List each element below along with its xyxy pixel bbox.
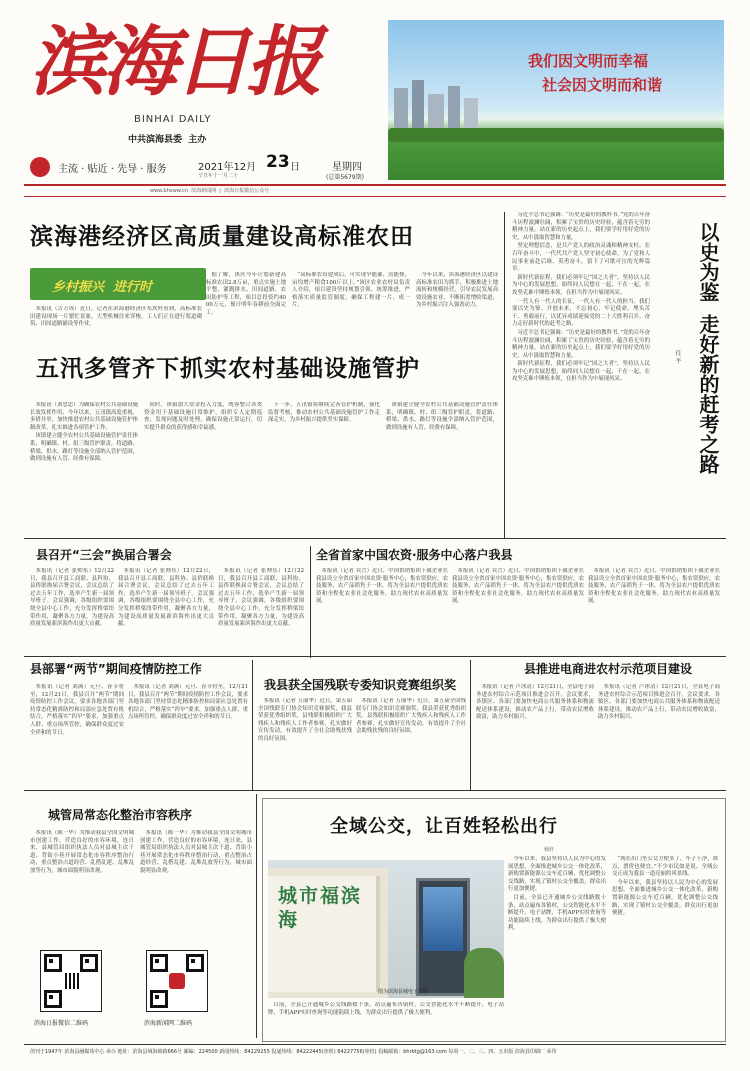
headline-article-1: 滨海港经济区高质量建设高标准农田 <box>30 224 414 250</box>
article-1-col-2 <box>206 272 286 346</box>
news-4-col-2 <box>452 568 584 652</box>
news-6-col-1 <box>258 698 352 788</box>
date-prefix: 2021年12月 <box>198 162 257 173</box>
news-8-para-1: 本报讯（陈一华）为推动我县全国文明城市创建工作，营造良好的市容环境，连日来，县城管局组织执法人员对县城主次干道、背街小巷开展常态化市容秩序整治行动，重点整治占道经营、乱搭乱建、乱堆乱放等行为，城市面貌明显改观。 <box>30 830 134 874</box>
website-line: www.bhxww.cn 滨海新闻网 | 滨海日报微信公众号 <box>150 188 270 194</box>
news-8-para-2: 本报讯（陈一华）为推动我县全国文明城市创建工作，营造良好的市容环境，连日来，县城管局组织执法人员对县城主次干道、背街小巷开展常态化市容秩序整治行动，重点整治占道经营、乱搭乱建、乱堆乱放等行为，城市面貌明显改观。 <box>140 830 252 874</box>
top-rule <box>24 184 726 186</box>
banner-line-2: 社会因文明而和谐 <box>542 76 663 94</box>
section-rule-2 <box>24 656 726 657</box>
banner-line-1: 我们因文明而幸福 <box>528 52 649 70</box>
wechat-qr-code[interactable] <box>40 950 102 1012</box>
news-6-para-2: 本报讯（记者 万丽华）近日，第五届全国残联专门协会知识竞赛颁奖，我县荣获优秀组织奖。县残联积极组织广大残疾人和残疾人工作者参赛，扎实做好宣传发动，有效提升了全社会助残扶残的良好氛围。 <box>356 698 466 735</box>
column-body <box>512 212 650 534</box>
headline-news-5: 县部署“两节”期间疫情防控工作 <box>30 662 202 676</box>
civilization-banner <box>388 20 724 180</box>
masthead-pinyin: BINHAI DAILY <box>134 114 212 125</box>
date-suffix: 日 <box>290 162 300 173</box>
news-3-para-2: 本报讯（记者 张帅东）12月22日，我县召开县工商联、县科协、县侨联换届合署会议，会议总结了过去五年工作，选举产生新一届领导班子。会议强调，各级组织要围绕全县中心工作，充分发挥桥梁纽带作用，凝聚各方力量，为建设高质量发展新滨海作出更大贡献。 <box>118 568 214 628</box>
feature-col-2 <box>612 856 718 1032</box>
date-line <box>198 154 378 180</box>
divider-v-2 <box>252 660 253 790</box>
sponsor: 中共滨海县委 主办 <box>128 135 207 145</box>
news-6-col-2 <box>356 698 466 788</box>
column-para-2: 坚定理想信念，是共产党人的政治灵魂和精神支柱。在百年奋斗中，一代代共产党人坚守初心使命，为了党和人民事业前赴后继、英勇奋斗，留下了可歌可泣的光辉篇章。 <box>512 243 650 273</box>
news-5-para-2: 本报讯（记者 刘满）元旦、春节将至，12月21日，我县召开“两节”期间疫情防控工作会议，要求各地各部门坚持常态化精准防控和局部应急处置有机结合，严格落实“四早”要求，加强重点人群、重点场所管控，确保群众度过安全祥和的节日。 <box>128 684 248 721</box>
photo-sign-text: 城市福滨海 <box>278 885 363 931</box>
headline-feature: 全域公交，让百姓轻松出行 <box>330 816 558 837</box>
news-4-para-2: 本报讯（记者 宾言）近日，中国供销集团下属企业在我县设立全省首家中国农资·服务中心，集农资供应、农技服务、农产品销售于一体，将为全县农户提供优质农资和全程化农业社会化服务，助力现代农业高质量发展。 <box>452 568 584 605</box>
news-4-para-1: 本报讯（记者 宾言）近日，中国供销集团下属企业在我县设立全省首家中国农资·服务中心，集农资供应、农技服务、农产品销售于一体，将为全县农户提供优质农资和全程化农业社会化服务，助力现代农业高质量发展。 <box>316 568 448 605</box>
electronic-stop-board <box>416 878 470 996</box>
news-4-col-1 <box>316 568 448 652</box>
article-2-para-5: 该镇建立健全农村公共基础设施管护责任体系，明确镇、村、组三级管护职责，将道路、桥梁、供水、路灯等设施全部纳入管护范围，做到设施有人管、经费有保障。 <box>386 402 498 431</box>
green-shrub <box>464 948 504 998</box>
news-5-col-2 <box>128 684 248 786</box>
masthead-title: 滨海日报 <box>30 17 318 106</box>
article-2-para-2: 该镇建立健全农村公共基础设施管护责任体系，明确镇、村、组三级管护职责，将道路、桥梁、供水、路灯等设施全部纳入管护范围，做到设施有人管、经费有保障。 <box>30 433 138 463</box>
qr-label-1: 滨海日报微信二维码 <box>34 1020 89 1027</box>
divider-v-3 <box>470 660 471 790</box>
news-8-col-1 <box>30 830 134 944</box>
feature-col-1 <box>508 856 606 1032</box>
article-2-para-4: 下一步，五汛镇将继续完善管护机制，强化监督考核，推动农村公共基础设施管护工作走深走实，为乡村振兴提供坚实保障。 <box>268 402 380 424</box>
feature-para-3: “现在出门坐公交方便多了，车子干净，准点，票价也便宜。”不少市民如是说。全域公交正成为我县一道亮丽的风景线。 <box>612 856 718 878</box>
footer-rule <box>24 1044 726 1045</box>
headline-article-2: 五汛多管齐下抓实农村基础设施管护 <box>36 356 420 382</box>
lunar-date: 辛丑年十一月二十 <box>198 173 239 179</box>
top-rule-2 <box>24 196 726 197</box>
article-1-para-3: “高标准农田建成后，可实现旱能灌、涝能排，亩均增产粮食100斤以上。”该区农业农村局负责人介绍，项目建设坚持规划引领、统筹推进，严格落实质量监管制度，确保工程建一片、成一片。 <box>292 272 410 309</box>
news-4-para-3: 本报讯（记者 宾言）近日，中国供销集团下属企业在我县设立全省首家中国农资·服务中心，集农资供应、农技服务、农产品销售于一体，将为全县农户提供优质农资和全程化农业社会化服务，助力现代农业高质量发展。 <box>588 568 720 605</box>
headline-news-3: 县召开“三会”换届合署会 <box>36 548 172 562</box>
news-5-para-1: 本报讯（记者 刘满）元旦、春节将至，12月21日，我县召开“两节”期间疫情防控工作会议，要求各地各部门坚持常态化精准防控和局部应急处置有机结合，严格落实“四早”要求，加强重点人群、重点场所管控，确保群众度过安全祥和的节日。 <box>30 684 124 736</box>
news-7-col-1 <box>476 684 594 786</box>
headline-news-6: 我县获全国残联专委知识竞赛组织奖 <box>264 678 457 692</box>
headline-news-8: 城管局常态化整治市容秩序 <box>48 808 193 822</box>
feature-para-4: 今年以来，我县坚持以人民为中心的发展思想，全面推进城乡公交一体化改革，新购置新能源公交车近百辆，优化调整公交线路，实现了镇村公交全覆盖，群众出行更加便捷。 <box>612 879 718 917</box>
kicker-text: 乡村振兴 进行时 <box>52 280 153 295</box>
article-2-col-1 <box>30 402 138 530</box>
column-para-1: 习近平总书记强调：“历史是最好的教科书。”党的百年奋斗历程波澜壮阔，积累了宝贵的历史经验，蕴含着无穷的精神力量。站在新的历史起点上，我们要学好用好党的历史，从中汲取智慧和力量。 <box>512 212 650 241</box>
news-7-para-1: 本报讯（记者 卢冰清）12月21日，全县电子商务进农村综合示范项目推进会召开。会议要求，各镇区、各部门要加快电商公共服务体系和物流配送体系建设，推动农产品上行，带动农民增收致富，助力乡村振兴。 <box>476 684 594 721</box>
article-2-para-1: 本报讯（刘忠忠）为确保农村公共基础设施长效发挥作用，今年以来，五汛镇高度重视，多措并举，加快推进农村公共基础设施管护体制改革，扎实推进各项管护工作。 <box>30 402 138 431</box>
article-1-para-2: 据了解，该区今年计划新建高标准农田2.8万亩，重点实施土地平整、灌溉排水、田间道路、农田防护等工程，项目总投资约4000万元，预计明年春耕前全面完工。 <box>206 272 286 316</box>
column-title-b: 走好新的赶考之路 <box>696 314 720 474</box>
column-para-5: 习近平总书记强调：“历史是最好的教科书。”党的百年奋斗历程波澜壮阔，积累了宝贵的历史经验，蕴含着无穷的精神力量。站在新的历史起点上，我们要学好用好党的历史，从中汲取智慧和力量。 <box>512 329 650 359</box>
news-7-col-2 <box>598 684 720 786</box>
divider-v-4 <box>256 794 257 1038</box>
bus-stop-sign <box>268 876 380 992</box>
stop-board-screen <box>423 887 463 951</box>
feature-para-5: 目前，全县已开通城乡公交线路数十条，站点遍布各镇村，公交智能化水平不断提升，电子站牌、手机APP实时查询等功能陆续上线，为群众出行提供了极大便利。 <box>268 1002 504 1016</box>
section-rule-1 <box>24 538 726 539</box>
news-5-col-1 <box>30 684 124 786</box>
news-3-col-1 <box>30 568 114 652</box>
qr-logo-icon <box>169 973 185 989</box>
article-1-para-1: 本报讯（吉万成）近日，记者在滨海港经济区东坎村看到，高标准农田建设现场一片繁忙景象，大型机械往来穿梭，工人们正在进行渠道砌筑、田间道路铺设等作业。 <box>30 306 202 328</box>
photo-caption: 图为滨海县城电子站牌 <box>378 989 429 995</box>
section-rule-3 <box>24 790 726 791</box>
feature-para-1: 今年以来，我县坚持以人民为中心的发展思想，全面推进城乡公交一体化改革，新购置新能源公交车近百辆，优化调整公交线路，实现了镇村公交全覆盖，群众出行更加便捷。 <box>508 856 606 893</box>
slogan: 主流 · 贴近 · 先导 · 服务 <box>58 164 167 175</box>
feature-col-3 <box>268 1002 504 1034</box>
footer-info: 创刊于1947年 滨海县融媒体中心 承办 地址：滨海县城海锦路666号 邮编：224500 新闻热线：84229255 投递热线：84222445(座机) 84227756(座机) 投稿邮箱：bhrbtg@163.com 每周一、二、三、四、五出版 滨海县印刷厂 承印 <box>30 1049 557 1055</box>
tree-row <box>388 128 724 142</box>
news-3-para-1: 本报讯（记者 张帅东）12月22日，我县召开县工商联、县科协、县侨联换届合署会议，会议总结了过去五年工作，选举产生新一届领导班子。会议强调，各级组织要围绕全县中心工作，充分发挥桥梁纽带作用，凝聚各方力量，为建设高质量发展新滨海作出更大贡献。 <box>30 568 114 628</box>
feature-para-2: 目前，全县已开通城乡公交线路数十条，站点遍布各镇村，公交智能化水平不断提升，电子站牌、手机APP实时查询等功能陆续上线，为群众出行提供了极大便利。 <box>508 894 606 932</box>
article-2-col-2 <box>144 402 262 530</box>
article-1-col-4 <box>416 272 498 346</box>
feature-author: 杨轩 <box>544 847 555 853</box>
article-1-col-3 <box>292 272 410 346</box>
issue-number: (总第5679期) <box>326 174 364 181</box>
column-author: 任 平 <box>674 350 681 364</box>
article-1-para-4: 今年以来，滨海港经济区以建设高标准农田为抓手，积极推进土地流转和规模经营，引导农民发展高效设施农业，不断拓宽增收渠道，为乡村振兴注入强劲动力。 <box>416 272 498 309</box>
news-7-para-2: 本报讯（记者 卢冰清）12月21日，全县电子商务进农村综合示范项目推进会召开。会议要求，各镇区、各部门要加快电商公共服务体系和物流配送体系建设，推动农产品上行，带动农民增收致富，助力乡村振兴。 <box>598 684 720 721</box>
article-2-col-3 <box>268 402 380 530</box>
news-3-para-3: 本报讯（记者 张帅东）12月22日，我县召开县工商联、县科协、县侨联换届合署会议，会议总结了过去五年工作，选举产生新一届领导班子。会议强调，各级组织要围绕全县中心工作，充分发挥桥梁纽带作用，凝聚各方力量，为建设高质量发展新滨海作出更大贡献。 <box>218 568 304 628</box>
column-para-6: 新时代新征程，我们必须牢记“国之大者”，坚持以人民为中心的发展思想，始终同人民想在一起、干在一起，在攻坚克难中锤炼本领，在担当作为中展现风采。 <box>512 361 650 383</box>
news-8-col-2 <box>140 830 252 944</box>
feature-photo <box>268 860 504 998</box>
column-divider <box>504 212 505 538</box>
kicker-badge <box>30 268 206 300</box>
news-6-para-1: 本报讯（记者 万丽华）近日，第五届全国残联专门协会知识竞赛颁奖，我县荣获优秀组织奖。县残联积极组织广大残疾人和残疾人工作者参赛，扎实做好宣传发动，有效提升了全社会助残扶残的良好氛围。 <box>258 698 352 742</box>
divider-v-1 <box>310 546 311 658</box>
column-title-a: 以史为鉴 <box>696 222 720 302</box>
masthead <box>22 14 378 174</box>
headline-news-4: 全省首家中国农资·服务中心落户我县 <box>316 548 513 562</box>
qr-label-2: 滨海新闻网二维码 <box>144 1020 193 1027</box>
news-3-col-3 <box>218 568 304 652</box>
news-site-qr-code[interactable] <box>146 950 208 1012</box>
newspaper-logo <box>30 157 50 177</box>
article-2-para-3: 同时，该镇加大资金投入力度，统筹整合各类资金用于基础设施日常维护，组织专人定期巡查，发现问题及时处理，确保设施正常运行，切实提升群众的获得感和幸福感。 <box>144 402 262 431</box>
article-1-col-1 <box>30 306 202 346</box>
news-4-col-3 <box>588 568 720 652</box>
headline-news-7: 县推进电商进农村示范项目建设 <box>524 662 693 676</box>
column-para-3: 新时代新征程，我们必须牢记“国之大者”，坚持以人民为中心的发展思想，始终同人民想在一起、干在一起，在攻坚克难中锤炼本领，在担当作为中展现风采。 <box>512 274 650 296</box>
column-para-4: 一代人有一代人的长征，一代人有一代人的担当。我们要以史为鉴、开创未来，不忘初心、牢记使命，埋头苦干、勇毅前行，以优异成绩迎接党的二十大胜利召开，奋力走好新时代的赶考之路。 <box>512 298 650 328</box>
weekday: 星期四 <box>332 162 362 173</box>
news-3-col-2 <box>118 568 214 652</box>
date-day: 23 <box>266 152 290 172</box>
article-2-col-4 <box>386 402 498 530</box>
